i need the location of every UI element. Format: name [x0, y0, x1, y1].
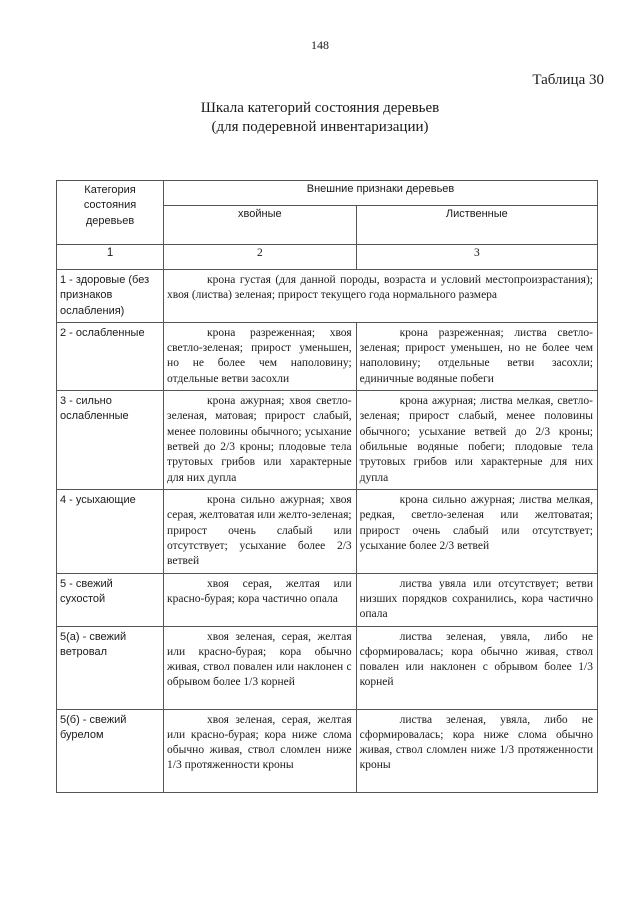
row-merged-description: крона густая (для данной породы, возраста и условий местопроизрастания); хвоя (листва) зеленая; прирост текущего года нормального размера	[164, 270, 598, 323]
column-number-2: 2	[164, 245, 357, 270]
title-line-1: Шкала категорий состояния деревьев	[200, 100, 440, 116]
column-number-1: 1	[57, 245, 164, 270]
table-row	[57, 709, 598, 792]
row-category: 2 - ослабленные	[57, 322, 164, 390]
row-deciduous: листва зеленая, увяла, либо не сформировалась; кора обычно живая, ствол повален или наклонен с обрывом более 1/3 корней	[356, 626, 597, 709]
row-coniferous: хвоя зеленая, серая, желтая или красно-бурая; кора обычно живая, ствол повален или наклонен с обрывом более 1/3 корней	[164, 626, 357, 709]
row-category: 5(а) - свежий ветровал	[57, 626, 164, 709]
header-external-signs: Внешние признаки деревьев	[164, 181, 598, 206]
table-row	[57, 391, 598, 490]
row-deciduous: листва зеленая, увяла, либо не сформировалась; кора ниже слома обычно живая, ствол сломлен ниже 1/3 протяженности кроны	[356, 709, 597, 792]
table-label: Таблица 30	[532, 72, 604, 88]
row-category: 1 - здоровые (без признаков ослабления)	[57, 270, 164, 323]
row-coniferous: хвоя серая, желтая или красно-бурая; кора частично опала	[164, 573, 357, 626]
row-coniferous: крона сильно ажурная; хвоя серая, желтоватая или желто-зеленая; прирост очень слабый или отсутствует; усыхание более 2/3 ветвей	[164, 490, 357, 573]
row-deciduous: крона разреженная; листва светло-зеленая; прирост уменьшен, но не более чем наполовину; отдельные ветви засохли; единичные водяные побеги	[356, 322, 597, 390]
header-coniferous: хвойные	[164, 206, 357, 245]
table-title	[0, 99, 640, 137]
row-category: 4 - усыхающие	[57, 490, 164, 573]
row-deciduous: крона сильно ажурная; листва мелкая, редкая, светло-зеленая или желтоватая; прирост очень слабый или отсутствует; усыхание более 2/3 ветвей	[356, 490, 597, 573]
row-category: 3 - сильно ослабленные	[57, 391, 164, 490]
table-row	[57, 626, 598, 709]
table-row	[57, 490, 598, 573]
row-coniferous: хвоя зеленая, серая, желтая или красно-бурая; кора ниже слома обычно живая, ствол сломлен ниже 1/3 протяженности кроны	[164, 709, 357, 792]
table-row	[57, 573, 598, 626]
header-category: Категория состояния деревьев	[57, 181, 164, 245]
header-deciduous: Лиственные	[356, 206, 597, 245]
column-number-3: 3	[356, 245, 597, 270]
row-coniferous: крона ажурная; хвоя светло-зеленая, матовая; прирост слабый, менее половины обычного; усыхание ветвей до 2/3 кроны; плодовые тела трутовых грибов или характерные для них дупла	[164, 391, 357, 490]
title-line-2: (для подеревной инвентаризации)	[211, 119, 429, 135]
row-deciduous: листва увяла или отсутствует; ветви низших порядков сохранились, кора частично опала	[356, 573, 597, 626]
row-coniferous: крона разреженная; хвоя светло-зеленая; прирост уменьшен, но не более чем наполовину; отдельные ветви засохли	[164, 322, 357, 390]
page-number: 148	[311, 38, 329, 52]
tree-condition-table	[56, 180, 598, 793]
table-row	[57, 322, 598, 390]
row-category: 5(б) - свежий бурелом	[57, 709, 164, 792]
table-row	[57, 270, 598, 323]
row-category: 5 - свежий сухостой	[57, 573, 164, 626]
row-deciduous: крона ажурная; листва мелкая, светло-зеленая; прирост слабый, менее половины обычного; усыхание ветвей до 2/3 кроны; обильные водяные побеги; плодовые тела трутовых грибов или характерные для них дупла	[356, 391, 597, 490]
